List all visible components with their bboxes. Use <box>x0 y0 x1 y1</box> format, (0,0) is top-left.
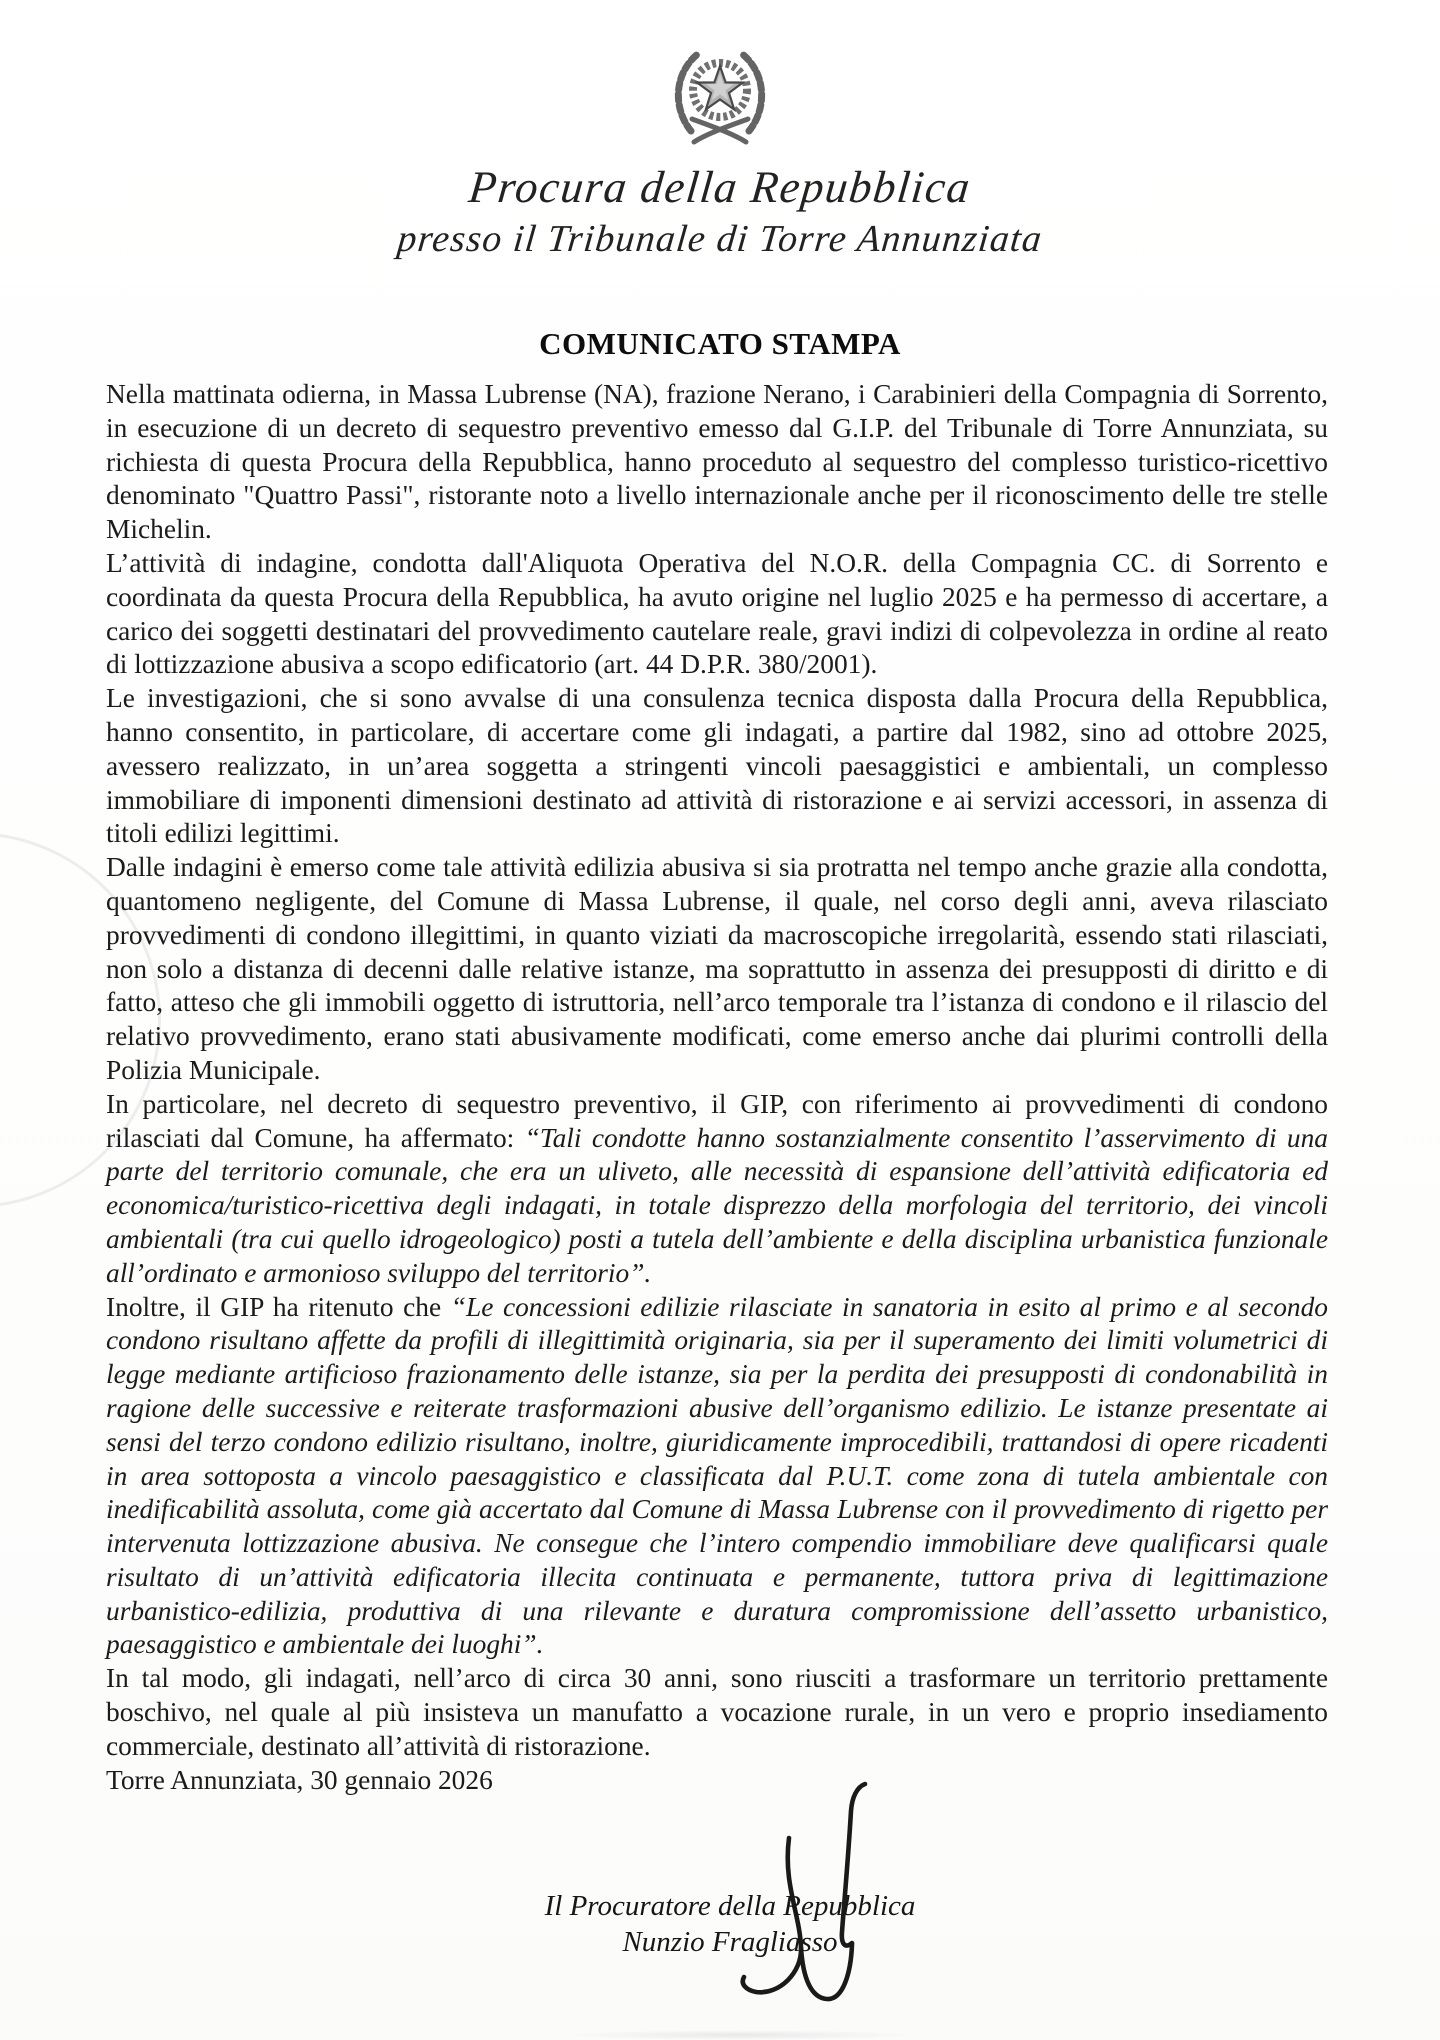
letterhead <box>0 40 1440 261</box>
body-paragraph: Le investigazioni, che si sono avvalse di una consulenza tecnica disposta dalla Procura della Repubblica, hanno consentito, in particolare, di accertare come gli indagati, a partire dal 1982, sino ad ottobre 2025, avessero realizzato, in un’area soggetta a stringenti vincoli paesaggistici e ambientali, un complesso immobiliare di imponenti dimensioni destinato ad attività di ristorazione e ai servizi accessori, in assenza di titoli edilizi legittimi. <box>106 683 1328 849</box>
body-paragraph: Inoltre, il GIP ha ritenuto che “Le concessioni edilizie rilasciate in sanatoria in esito al primo e al secondo condono risultano affette da profili di illegittimità originaria, sia per il superamento dei limiti volumetrici di legge mediante artificioso frazionamento delle istanze, sia per la perdita dei presupposti di condonabilità in ragione delle successive e reiterate trasformazioni abusive dell’organismo edilizio. Le istanze presentate ai sensi del terzo condono edilizio risultano, inoltre, giuridicamente improcedibili, trattandosi di opere ricadenti in area sottoposta a vincolo paesaggistico e classificata dal P.U.T. come zona di tutela ambientale con inedificabilità assoluta, come già accertato dal Comune di Massa Lubrense con il provvedimento di rigetto per intervenuta lottizzazione abusiva. Ne consegue che l’intero compendio immobiliare deve qualificarsi quale risultato di un’attività edificatoria illecita continuata e permanente, tuttora priva di legittimazione urbanistico-edilizia, produttiva di una rilevante e duratura compromissione dell’assetto urbanistico, paesaggistico e ambientale dei luoghi”. <box>106 1291 1328 1660</box>
org-name-line2: presso il Tribunale di Torre Annunziata <box>395 218 1045 260</box>
org-name-line1: Procura della Repubblica <box>466 162 974 212</box>
signature-role: Il Procuratore della Repubblica <box>544 1890 916 1922</box>
signature-name: Nunzio Fragliasso <box>622 1926 838 1958</box>
dateline: Torre Annunziata, 30 gennaio 2026 <box>106 1764 493 1795</box>
body-paragraph: In particolare, nel decreto di sequestro preventivo, il GIP, con riferimento ai provvedimenti di condono rilasciati dal Comune, ha affermato: “Tali condotte hanno sostanzialmente consentito l’asservimento di una parte del territorio comunale, che era un uliveto, alle necessità di espansione dell’attività edificatoria ed economica/turistico-ricettiva degli indagati, in totale disprezzo della morfologia del territorio, dei vincoli ambientali (tra cui quello idrogeologico) posti a tutela dell’ambiente e della disciplina urbanistica funzionale all’ordinato e armonioso sviluppo del territorio”. <box>106 1088 1328 1288</box>
scan-artifact-smudge <box>560 2030 920 2040</box>
italian-republic-emblem-icon <box>664 40 776 157</box>
body-paragraph: Dalle indagini è emerso come tale attività edilizia abusiva si sia protratta nel tempo anche grazie alla condotta, quantomeno negligente, del Comune di Massa Lubrense, il quale, nel corso degli anni, aveva rilasciato provvedimenti di condono illegittimi, in quanto viziati da macroscopiche irregolarità, essendo stati rilasciati, non solo a distanza di decenni dalle relative istanze, ma soprattutto in assenza dei presupposti di diritto e di fatto, atteso che gli immobili oggetto di istruttoria, nell’arco temporale tra l’istanza di condono e il rilascio del relativo provvedimento, erano stati abusivamente modificati, come emerso anche dai plurimi controlli della Polizia Municipale. <box>106 852 1328 1085</box>
press-release-body <box>106 378 1328 1797</box>
body-paragraph: L’attività di indagine, condotta dall'Aliquota Operativa del N.O.R. della Compagnia CC. di Sorrento e coordinata da questa Procura della Repubblica, ha avuto origine nel luglio 2025 e ha permesso di accertare, a carico dei soggetti destinatari del provvedimento cautelare reale, gravi indizi di colpevolezza in ordine al reato di lottizzazione abusiva a scopo edificatorio (art. 44 D.P.R. 380/2001). <box>106 547 1328 680</box>
body-paragraph: Nella mattinata odierna, in Massa Lubrense (NA), frazione Nerano, i Carabinieri della Compagnia di Sorrento, in esecuzione di un decreto di sequestro preventivo emesso dal G.I.P. del Tribunale di Torre Annunziata, su richiesta di questa Procura della Repubblica, hanno proceduto al sequestro del complesso turistico-ricettivo denominato "Quattro Passi", ristorante noto a livello internazionale anche per il riconoscimento delle tre stelle Michelin. <box>106 379 1328 545</box>
document-title: COMUNICATO STAMPA <box>539 326 901 361</box>
body-paragraph: In tal modo, gli indagati, nell’arco di circa 30 anni, sono riusciti a trasformare un territorio prettamente boschivo, nel quale al più insisteva un manufatto a vocazione rurale, in un vero e proprio insediamento commerciale, destinato all’attività di ristorazione. <box>106 1663 1328 1761</box>
signature-block <box>0 1888 1440 1960</box>
